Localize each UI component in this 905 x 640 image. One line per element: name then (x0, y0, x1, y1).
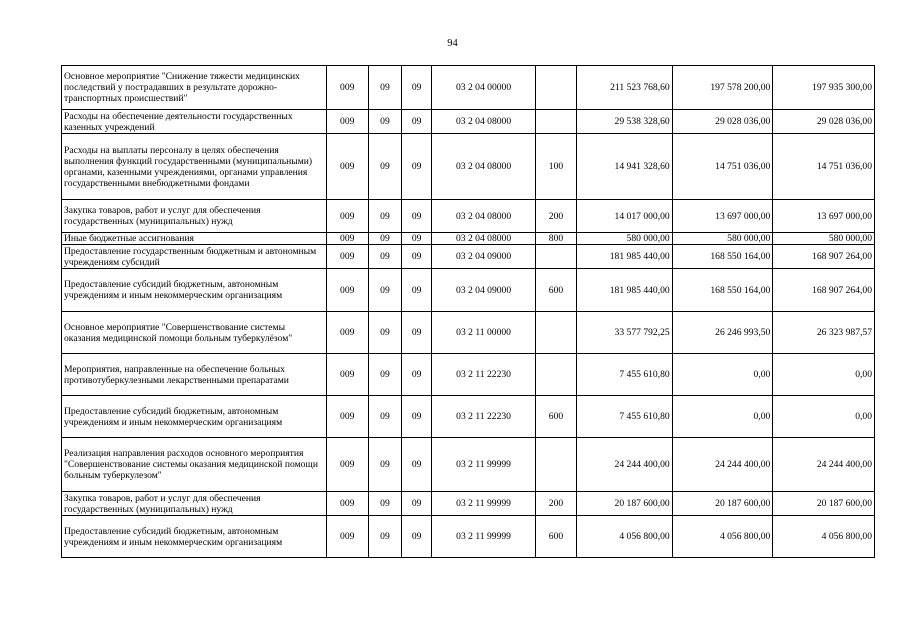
row-ministry-code: 009 (326, 516, 368, 558)
row-name: Расходы на обеспечение деятельности государственных казенных учреждений (62, 110, 327, 134)
row-sum-year-2: 168 550 164,00 (672, 269, 773, 312)
table-row (62, 438, 875, 492)
row-target-article: 03 2 11 00000 (432, 312, 536, 354)
row-target-article: 03 2 04 09000 (432, 269, 536, 312)
row-sum-year-2: 20 187 600,00 (672, 492, 773, 516)
row-subsection-code: 09 (402, 66, 432, 110)
row-sum-year-1: 211 523 768,60 (577, 66, 673, 110)
row-name: Предоставление субсидий бюджетным, автономным учреждениям и иным некоммерческим организациям (62, 269, 327, 312)
row-ministry-code: 009 (326, 438, 368, 492)
row-expense-type (535, 110, 576, 134)
table-row (62, 110, 875, 134)
row-expense-type (535, 354, 576, 396)
row-sum-year-1: 580 000,00 (577, 233, 673, 245)
row-section-code: 09 (368, 269, 401, 312)
row-sum-year-1: 7 455 610,80 (577, 354, 673, 396)
row-subsection-code: 09 (402, 200, 432, 233)
row-expense-type (535, 312, 576, 354)
row-name: Предоставление государственным бюджетным и автономным учреждениям субсидий (62, 245, 327, 269)
row-name: Реализация направления расходов основного мероприятия "Совершенствование системы оказания медицинской помощи больным туберкулезом" (62, 438, 327, 492)
row-target-article: 03 2 11 22230 (432, 396, 536, 438)
row-section-code: 09 (368, 134, 401, 200)
row-sum-year-2: 14 751 036,00 (672, 134, 773, 200)
row-sum-year-3: 197 935 300,00 (773, 66, 875, 110)
row-sum-year-1: 4 056 800,00 (577, 516, 673, 558)
table-row (62, 245, 875, 269)
budget-table-body (62, 66, 875, 558)
row-subsection-code: 09 (402, 492, 432, 516)
row-ministry-code: 009 (326, 245, 368, 269)
row-sum-year-2: 0,00 (672, 396, 773, 438)
row-section-code: 09 (368, 396, 401, 438)
row-name: Основное мероприятие "Снижение тяжести медицинских последствий у пострадавших в результате дорожно-транспортных происшествий" (62, 66, 327, 110)
row-sum-year-3: 13 697 000,00 (773, 200, 875, 233)
row-subsection-code: 09 (402, 134, 432, 200)
row-sum-year-1: 14 941 328,60 (577, 134, 673, 200)
row-name: Иные бюджетные ассигнования (62, 233, 327, 245)
row-ministry-code: 009 (326, 200, 368, 233)
row-name: Мероприятия, направленные на обеспечение больных противотуберкулезными лекарственными препаратами (62, 354, 327, 396)
table-row (62, 134, 875, 200)
row-sum-year-3: 168 907 264,00 (773, 245, 875, 269)
page-number: 94 (447, 38, 458, 49)
row-sum-year-3: 4 056 800,00 (773, 516, 875, 558)
budget-table (61, 65, 875, 558)
table-row (62, 269, 875, 312)
row-sum-year-3: 24 244 400,00 (773, 438, 875, 492)
row-sum-year-2: 24 244 400,00 (672, 438, 773, 492)
row-subsection-code: 09 (402, 269, 432, 312)
row-ministry-code: 009 (326, 233, 368, 245)
row-sum-year-1: 181 985 440,00 (577, 269, 673, 312)
row-target-article: 03 2 04 08000 (432, 134, 536, 200)
table-row (62, 66, 875, 110)
row-name: Предоставление субсидий бюджетным, автономным учреждениям и иным некоммерческим организациям (62, 396, 327, 438)
row-name: Основное мероприятие "Совершенствование системы оказания медицинской помощи больным туберкулёзом" (62, 312, 327, 354)
row-sum-year-2: 580 000,00 (672, 233, 773, 245)
row-subsection-code: 09 (402, 233, 432, 245)
row-expense-type: 600 (535, 516, 576, 558)
row-target-article: 03 2 04 09000 (432, 245, 536, 269)
table-row (62, 516, 875, 558)
row-expense-type: 600 (535, 396, 576, 438)
row-target-article: 03 2 04 08000 (432, 200, 536, 233)
row-sum-year-3: 580 000,00 (773, 233, 875, 245)
row-expense-type (535, 245, 576, 269)
row-ministry-code: 009 (326, 134, 368, 200)
row-name: Закупка товаров, работ и услуг для обеспечения государственных (муниципальных) нужд (62, 492, 327, 516)
row-subsection-code: 09 (402, 438, 432, 492)
row-sum-year-3: 26 323 987,57 (773, 312, 875, 354)
row-sum-year-1: 20 187 600,00 (577, 492, 673, 516)
row-sum-year-3: 0,00 (773, 396, 875, 438)
row-sum-year-3: 14 751 036,00 (773, 134, 875, 200)
row-section-code: 09 (368, 110, 401, 134)
row-sum-year-1: 29 538 328,60 (577, 110, 673, 134)
row-target-article: 03 2 11 99999 (432, 438, 536, 492)
row-subsection-code: 09 (402, 396, 432, 438)
table-row (62, 233, 875, 245)
row-sum-year-1: 33 577 792,25 (577, 312, 673, 354)
row-section-code: 09 (368, 312, 401, 354)
row-expense-type: 200 (535, 200, 576, 233)
row-expense-type (535, 438, 576, 492)
row-section-code: 09 (368, 245, 401, 269)
row-ministry-code: 009 (326, 312, 368, 354)
table-row (62, 354, 875, 396)
row-sum-year-1: 14 017 000,00 (577, 200, 673, 233)
row-subsection-code: 09 (402, 516, 432, 558)
row-sum-year-3: 168 907 264,00 (773, 269, 875, 312)
row-ministry-code: 009 (326, 66, 368, 110)
row-section-code: 09 (368, 438, 401, 492)
row-ministry-code: 009 (326, 492, 368, 516)
row-sum-year-2: 13 697 000,00 (672, 200, 773, 233)
row-section-code: 09 (368, 200, 401, 233)
row-name: Закупка товаров, работ и услуг для обеспечения государственных (муниципальных) нужд (62, 200, 327, 233)
table-row (62, 200, 875, 233)
row-name: Расходы на выплаты персоналу в целях обеспечения выполнения функций государственными (муниципальными) органами, казенными учреждениями, органами управления государственными внебюджетными фондами (62, 134, 327, 200)
row-section-code: 09 (368, 516, 401, 558)
row-sum-year-2: 197 578 200,00 (672, 66, 773, 110)
row-target-article: 03 2 11 99999 (432, 516, 536, 558)
row-target-article: 03 2 04 08000 (432, 233, 536, 245)
row-sum-year-3: 20 187 600,00 (773, 492, 875, 516)
row-expense-type: 800 (535, 233, 576, 245)
row-sum-year-1: 24 244 400,00 (577, 438, 673, 492)
row-target-article: 03 2 11 22230 (432, 354, 536, 396)
row-sum-year-2: 26 246 993,50 (672, 312, 773, 354)
row-section-code: 09 (368, 492, 401, 516)
table-row (62, 492, 875, 516)
table-row (62, 312, 875, 354)
row-expense-type: 600 (535, 269, 576, 312)
row-sum-year-1: 181 985 440,00 (577, 245, 673, 269)
row-name: Предоставление субсидий бюджетным, автономным учреждениям и иным некоммерческим организациям (62, 516, 327, 558)
row-sum-year-2: 168 550 164,00 (672, 245, 773, 269)
row-target-article: 03 2 11 99999 (432, 492, 536, 516)
row-target-article: 03 2 04 00000 (432, 66, 536, 110)
row-expense-type (535, 66, 576, 110)
row-sum-year-2: 0,00 (672, 354, 773, 396)
row-subsection-code: 09 (402, 245, 432, 269)
row-subsection-code: 09 (402, 354, 432, 396)
row-ministry-code: 009 (326, 354, 368, 396)
row-section-code: 09 (368, 233, 401, 245)
row-subsection-code: 09 (402, 312, 432, 354)
row-sum-year-3: 29 028 036,00 (773, 110, 875, 134)
row-ministry-code: 009 (326, 396, 368, 438)
row-section-code: 09 (368, 66, 401, 110)
row-ministry-code: 009 (326, 110, 368, 134)
row-expense-type: 200 (535, 492, 576, 516)
row-sum-year-3: 0,00 (773, 354, 875, 396)
row-section-code: 09 (368, 354, 401, 396)
row-target-article: 03 2 04 08000 (432, 110, 536, 134)
row-ministry-code: 009 (326, 269, 368, 312)
row-sum-year-1: 7 455 610,80 (577, 396, 673, 438)
row-sum-year-2: 29 028 036,00 (672, 110, 773, 134)
row-expense-type: 100 (535, 134, 576, 200)
row-subsection-code: 09 (402, 110, 432, 134)
table-row (62, 396, 875, 438)
row-sum-year-2: 4 056 800,00 (672, 516, 773, 558)
